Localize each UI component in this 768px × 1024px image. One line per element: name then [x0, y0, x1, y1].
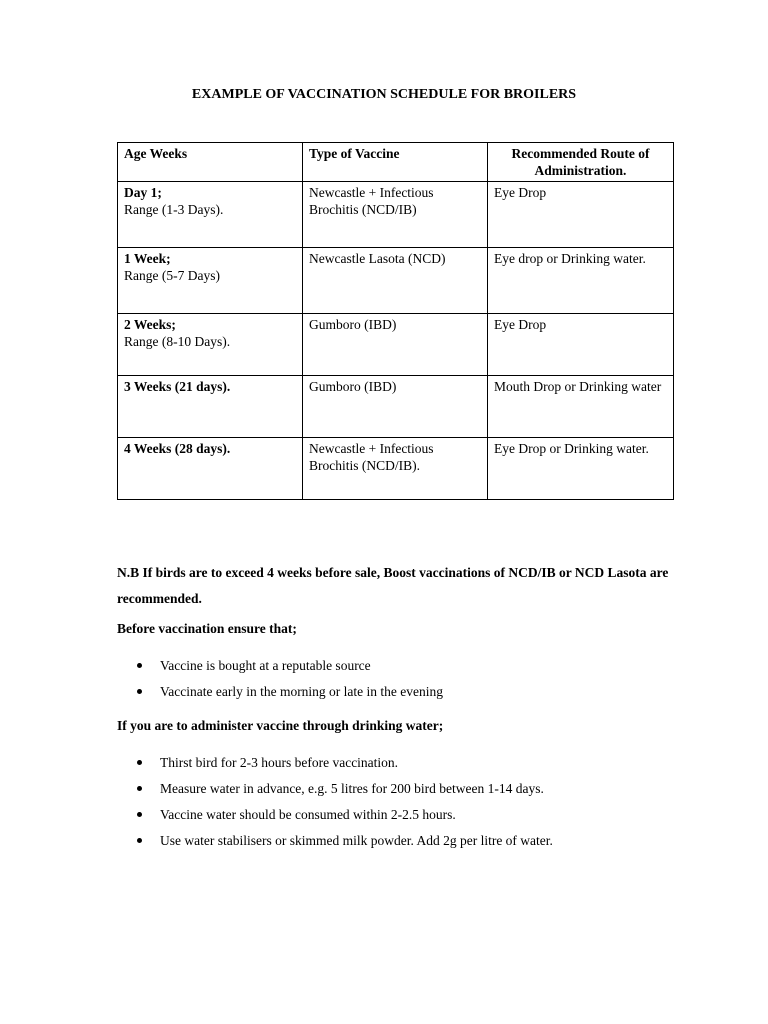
bullet-icon [137, 760, 142, 765]
route-cell: Mouth Drop or Drinking water [488, 376, 674, 438]
list-item [117, 683, 443, 709]
vaccine-cell: Gumboro (IBD) [303, 314, 488, 376]
age-range: Range (1-3 Days). [124, 202, 224, 217]
age-cell [118, 248, 303, 314]
header-vaccine: Type of Vaccine [303, 143, 488, 182]
age-cell [118, 182, 303, 248]
route-cell: Eye drop or Drinking water. [488, 248, 674, 314]
age-label: 2 Weeks; [124, 317, 176, 332]
before-vaccination-heading: Before vaccination ensure that; [117, 621, 297, 636]
table-row [118, 248, 674, 314]
route-cell: Eye Drop [488, 182, 674, 248]
age-label: 1 Week; [124, 251, 171, 266]
vaccine-cell: Gumboro (IBD) [303, 376, 488, 438]
header-route: Recommended Route of Administration. [488, 143, 674, 182]
bullet-icon [137, 663, 142, 668]
age-range: Range (5-7 Days) [124, 268, 220, 283]
booster-note: N.B If birds are to exceed 4 weeks before sale, Boost vaccinations of NCD/IB or NCD Lasota are recommended. [117, 565, 669, 606]
table-row [118, 314, 674, 376]
vaccine-cell: Newcastle + Infectious Brochitis (NCD/IB) [303, 182, 488, 248]
drinking-water-heading: If you are to administer vaccine through drinking water; [117, 718, 444, 733]
list-item [117, 657, 443, 683]
table-row [118, 438, 674, 500]
age-cell [118, 438, 303, 500]
document-title: EXAMPLE OF VACCINATION SCHEDULE FOR BROILERS [191, 87, 577, 102]
age-label: 4 Weeks (28 days). [124, 441, 231, 456]
vaccine-cell: Newcastle + Infectious Brochitis (NCD/IB). [303, 438, 488, 500]
drinking-water-list [117, 754, 553, 858]
table-header-row [118, 143, 674, 182]
age-label: Day 1; [124, 185, 162, 200]
list-item [117, 806, 553, 832]
list-item-text: Vaccine water should be consumed within 2-2.5 hours. [160, 807, 456, 822]
list-item-text: Vaccinate early in the morning or late in the evening [160, 684, 444, 699]
bullet-icon [137, 786, 142, 791]
age-label: 3 Weeks (21 days). [124, 379, 231, 394]
before-vaccination-list [117, 657, 443, 709]
header-age: Age Weeks [118, 143, 303, 182]
bullet-icon [137, 812, 142, 817]
list-item-text: Use water stabilisers or skimmed milk powder. Add 2g per litre of water. [160, 833, 553, 848]
list-item-text: Measure water in advance, e.g. 5 litres for 200 bird between 1-14 days. [160, 781, 544, 796]
route-cell: Eye Drop or Drinking water. [488, 438, 674, 500]
bullet-icon [137, 689, 142, 694]
vaccination-schedule-table [117, 142, 674, 500]
age-cell [118, 376, 303, 438]
route-cell: Eye Drop [488, 314, 674, 376]
table-row [118, 376, 674, 438]
age-range: Range (8-10 Days). [124, 334, 231, 349]
list-item [117, 832, 553, 858]
age-cell [118, 314, 303, 376]
list-item [117, 780, 553, 806]
table-row [118, 182, 674, 248]
list-item-text: Thirst bird for 2-3 hours before vaccination. [160, 755, 399, 770]
vaccine-cell: Newcastle Lasota (NCD) [303, 248, 488, 314]
list-item-text: Vaccine is bought at a reputable source [160, 658, 371, 673]
list-item [117, 754, 553, 780]
bullet-icon [137, 838, 142, 843]
